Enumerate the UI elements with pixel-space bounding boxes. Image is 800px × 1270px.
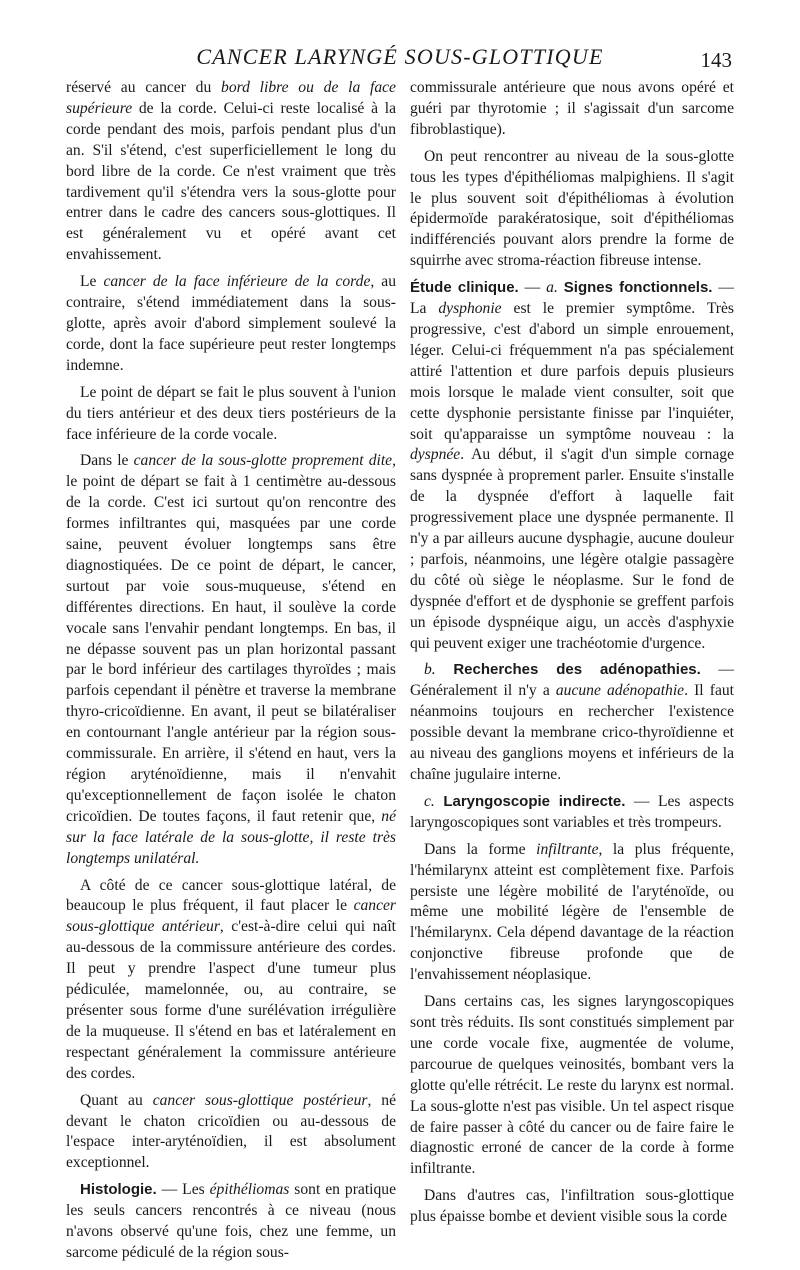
text-run: réservé au cancer du [66,79,222,96]
text-run: est le premier symptôme. Très progressive, c'est d'abord un simple enrouement, léger. Celui-ci fréquemment n'a pas spécialement attiré l'attention et dure parfois depuis plusieurs mois lorsque le malade vient consulter, soit que cette dysphonie persistante finisse par l'inquiéter, soit qu'apparaisse un symptôme nouveau : la [410,300,734,443]
italic-text: b. [424,661,436,679]
text-run: Le [80,273,104,291]
italic-text: dyspnée [410,446,461,464]
section-heading: Laryngoscopie indirecte. [443,792,626,810]
italic-text: aucune adénopathie [555,682,685,700]
text-run: , le point de départ se fait à 1 centimètre au-dessous de la corde. C'est ici surtout qu'on rencontre des formes infiltrantes qui, masquées par une corde saine, peuvent évoluer longtemps sans être diagnostiquées. De ce point de départ, le cancer, surtout par voie sous-muqueuse, s'étend en différentes directions. En haut, il soulève la corde vocale sans l'envahir pendant longtemps. En bas, il ne dépasse souvent pas un plan horizontal passant par le bord inférieur des cartilages thyroïdes ; mais parfois cependant il pénètre et traverse la membrane thyro-cricoïdienne. En avant, il peut se bilatéraliser en contournant l'angle antérieur par la région sous-commissurale. En arrière, il s'étend en haut, vers la région aryténoïdienne, mais il n'envahit qu'exceptionnellement de façon isolée le chaton cricoïdien. De toutes façons, il faut retenir que, [66,452,397,825]
text-run: Dans la forme [424,840,537,858]
section-heading: Étude clinique. [410,279,519,297]
paragraph [410,992,734,1180]
paragraph [66,1091,396,1175]
italic-text: né sur la face latérale de la sous-glotte, il reste très longtemps unilatéral. [66,807,396,867]
page-number: 143 [700,48,732,72]
text-run: , né devant le chaton cricoïdien ou au-dessous de l'espace inter-aryténoïdien, il est absolument exceptionnel. [66,1091,396,1172]
paragraph [410,147,734,272]
left-column [66,78,396,1270]
italic-text: infiltrante [536,840,599,858]
text-run: On peut rencontrer au niveau de la sous-glotte tous les types d'épithéliomas malpighiens. Il s'agit le plus souvent soit d'épithéliomas à évolution épidermoïde parakératosique, soit d'épithéliomas indifférenciés pouvant alors prendre la forme de squirrhe avec stroma-réaction fibreuse intense. [410,147,734,270]
paragraph [66,78,396,266]
text-run: — Généralement il n'y a [410,661,734,700]
paragraph [66,272,396,377]
text-run: Dans le [80,452,134,470]
text-run: — [518,279,547,297]
italic-text: cancer sous-glottique antérieur [66,897,396,936]
paragraph [66,383,396,446]
text-run: A côté de ce cancer sous-glottique latéral, de beaucoup le plus fréquent, il faut placer le [66,876,396,915]
italic-text: cancer de la face inférieure de la corde [103,273,371,291]
text-run: , au contraire, s'étend immédiatement dans la sous-glotte, après avoir d'abord simplement soulevé la corde, dont la face supérieure peut rester longtemps indemne. [66,273,396,374]
paragraph [66,1180,396,1264]
right-column [410,78,734,1234]
text-run: commissurale antérieure que nous avons opéré et guéri par thyrotomie ; il s'agissait d'un sarcome fibroblastique). [410,79,734,138]
italic-text: cancer de la sous-glotte proprement dite [133,452,393,470]
paragraph [410,78,734,141]
text-run: sont en pratique les seuls cancers rencontrés à ce niveau (nous n'avons observé qu'une fois, chez une femme, un sarcome pédiculé de la région sous- [66,1181,396,1261]
italic-text: épithéliomas [209,1181,290,1199]
paragraph [410,278,734,654]
running-header [0,44,800,70]
text-run: Quant au [80,1091,153,1109]
text-run: — Les aspects laryngoscopiques sont variables et très trompeurs. [410,792,734,831]
text-run [436,661,454,678]
section-heading: Signes fonctionnels. [563,279,713,297]
text-run: . Il faut néanmoins toujours en rechercher l'existence possible devant la membrane crico-thyroïdienne et au niveau des ganglions moyens et inférieurs de la chaîne jugulaire interne. [410,682,734,783]
italic-text: cancer sous-glottique postérieur [152,1091,368,1109]
italic-text: bord libre ou de la face supérieure [66,79,396,117]
text-run: . Au début, il s'agit d'un simple cornage sans dyspnée à proprement parler. Ensuite s'installe de la dyspnée d'effort à laquelle fait progressivement place une dyspnée permanente. Il n'y a par ailleurs aucune dysphagie, aucune douleur ; parfois, néanmoins, une légère otalgie passagère du côté où siège le néoplasme. Sur le fond de dyspnée d'effort et de dysphonie se greffent parfois un épisode dyspnéique aigu, un accès d'asphyxie qui peuvent exiger une trachéotomie d'urgence. [410,446,734,652]
text-run: — Les [156,1181,210,1199]
paragraph [410,660,734,785]
text-run: Dans d'autres cas, l'infiltration sous-glottique plus épaisse bombe et devient visible sous la corde [410,1187,734,1226]
paragraph [410,840,734,986]
text-run: Dans certains cas, les signes laryngoscopiques sont très réduits. Ils sont constitués simplement par une corde vocale fixe, augmentée de volume, parcourue de quelques veinosités, bombant vers la glotte qu'elle rétrécit. Le reste du larynx est normal. La sous-glotte n'est pas visible. Un tel aspect risque de faire passer à côté du cancer ou de faire faire le diagnostic erroné de cancer de la corde à forme infiltrante. [410,993,734,1178]
section-heading: Histologie. [80,1181,157,1199]
text-run: — La [410,279,734,318]
text-run: , c'est-à-dire celui qui naît au-dessous de la commissure antérieure des cordes. Il peut y prendre l'aspect d'une tumeur plus pédiculée, mamelonnée, ou, au contraire, se présenter sous forme d'une surélévation irrégulière de la muqueuse. Il s'étend en bas et latéralement en respectant généralement la commissure antérieure des cordes. [66,918,397,1082]
paragraph [410,792,734,834]
running-title: CANCER LARYNGÉ SOUS-GLOTTIQUE [196,44,604,69]
text-run: , la plus fréquente, l'hémilarynx atteint est complètement fixe. Parfois persiste une légère mobilité de l'aryténoïde, ou même une mobilité légère de l'ensemble de l'hémilarynx. Cela dépend davantage de la réaction conjonctive fibreuse profonde que de l'envahissement néoplasique. [410,840,734,984]
italic-text: c. [424,792,435,810]
italic-text: dysphonie [438,300,502,318]
paragraph [66,876,396,1085]
italic-text: a. [546,279,558,297]
text-run: Le point de départ se fait le plus souvent à l'union du tiers antérieur et des deux tiers postérieurs de la face inférieure de la corde vocale. [66,383,396,443]
section-heading: Recherches des adénopathies. [453,661,701,679]
text-run: de la corde. Celui-ci reste localisé à la corde pendant des mois, parfois pendant plus d'un an. S'il s'étend, c'est superficiellement le long du bord libre de la corde. Ce n'est vraiment que très tardivement qu'il s'étendra vers la sous-glotte pour entrer dans le cadre des cancers sous-glottiques. Il est généralement vu et opéré avant cet envahissement. [66,99,396,264]
paragraph [66,451,396,869]
paragraph [410,1186,734,1228]
